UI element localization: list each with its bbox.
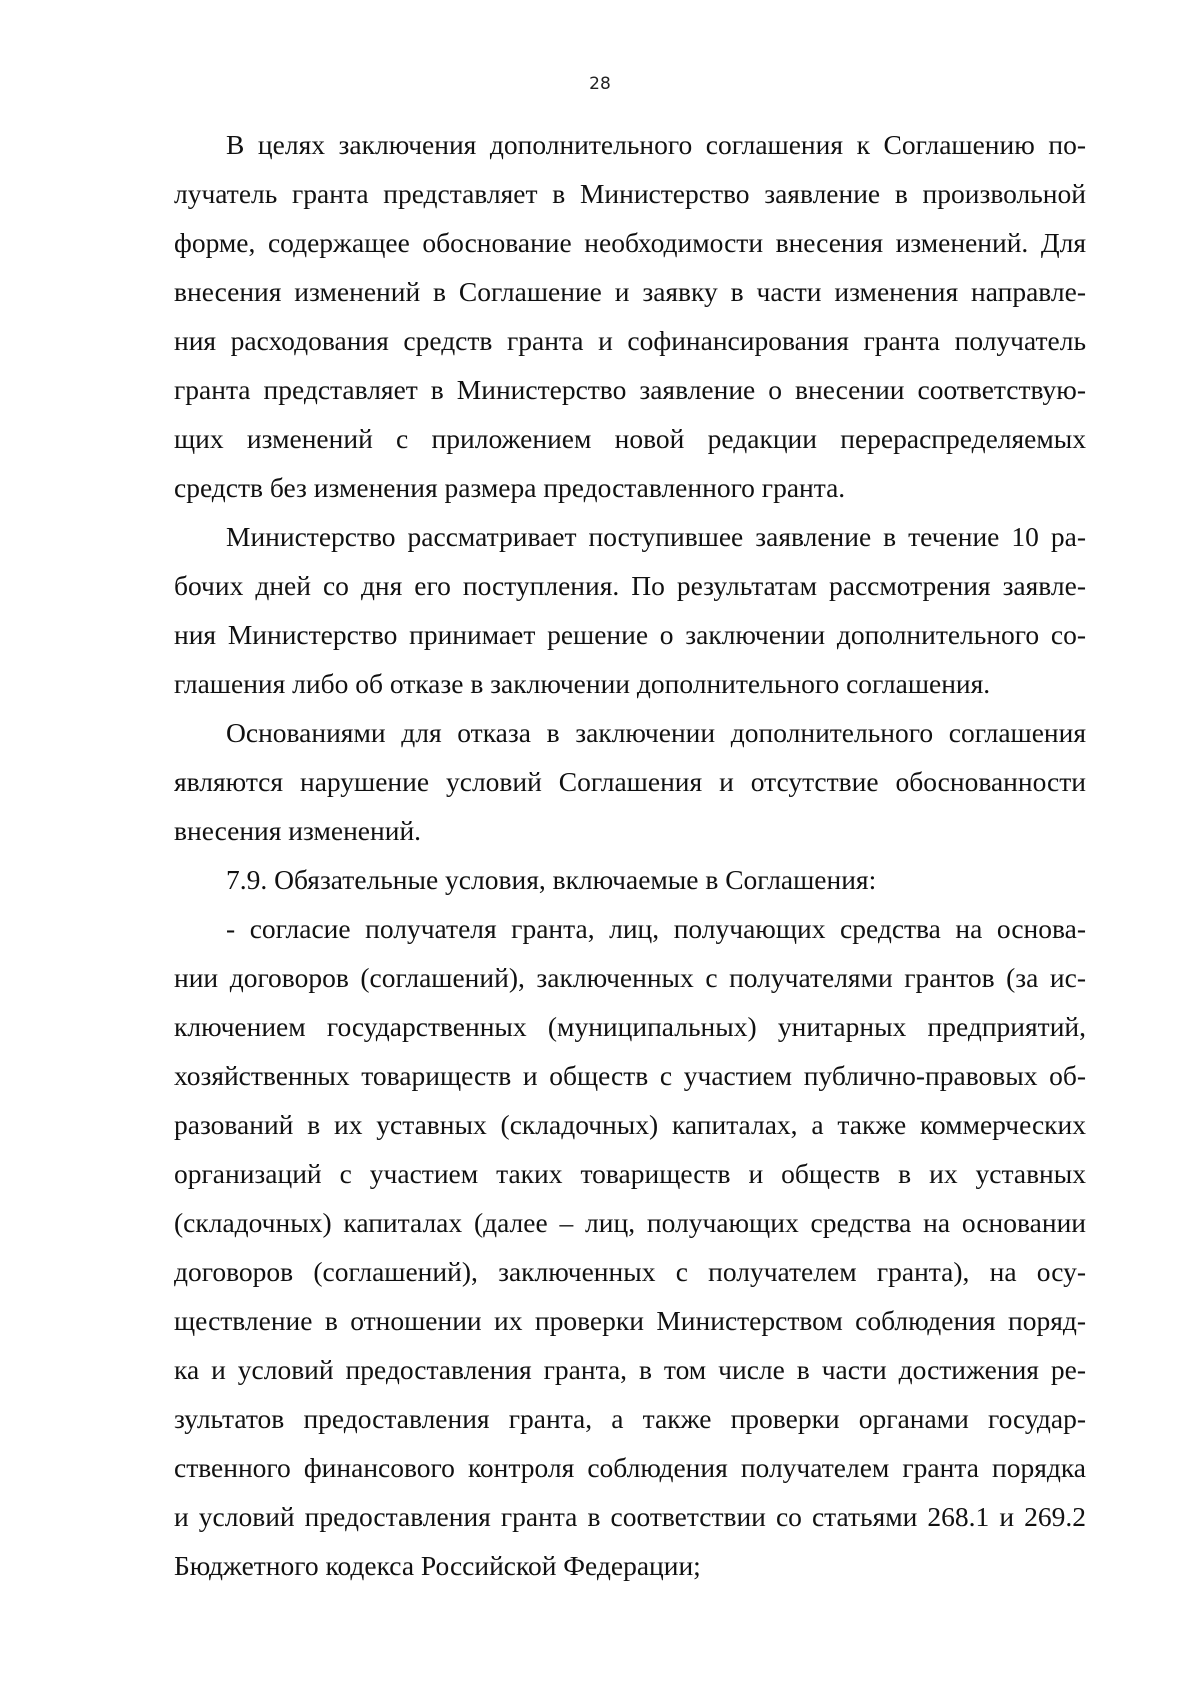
- text-line: и условий предоставления гранта в соответствии со статьями 268.1 и 269.2: [174, 1501, 1086, 1532]
- text-line: глашения либо об отказе в заключении дополнительного соглашения.: [174, 668, 991, 699]
- text-line: разований в их уставных (складочных) капиталах, а также коммерческих: [174, 1109, 1086, 1140]
- paragraph-1: [174, 120, 1086, 512]
- page-number: 28: [589, 74, 611, 94]
- text-line: Основаниями для отказа в заключении дополнительного соглашения: [226, 717, 1086, 748]
- list-item-consent: [174, 904, 1086, 1590]
- paragraph-3: [174, 708, 1086, 855]
- text-line: организаций с участием таких товариществ и обществ в их уставных: [174, 1158, 1086, 1189]
- text-line: ния расходования средств гранта и софинансирования гранта получатель: [174, 325, 1086, 356]
- text-line: ния Министерство принимает решение о заключении дополнительного со-: [174, 619, 1086, 650]
- text-line: Бюджетного кодекса Российской Федерации;: [174, 1550, 701, 1581]
- document-body: [174, 120, 1086, 1590]
- text-line: лучатель гранта представляет в Министерство заявление в произвольной: [174, 178, 1086, 209]
- text-line: являются нарушение условий Соглашения и отсутствие обоснованности: [174, 766, 1086, 797]
- text-line: внесения изменений.: [174, 815, 422, 846]
- text-line: бочих дней со дня его поступления. По результатам рассмотрения заявле-: [174, 570, 1086, 601]
- text-line: зультатов предоставления гранта, а также проверки органами государ-: [174, 1403, 1086, 1434]
- text-line: ка и условий предоставления гранта, в том числе в части достижения ре-: [174, 1354, 1086, 1385]
- section-heading-7-9: [174, 855, 1086, 904]
- text-line: Министерство рассматривает поступившее заявление в течение 10 ра-: [226, 521, 1086, 552]
- text-line: щих изменений с приложением новой редакции перераспределяемых: [174, 423, 1086, 454]
- text-line: (складочных) капиталах (далее – лиц, получающих средства на основании: [174, 1207, 1086, 1238]
- text-line: средств без изменения размера предоставленного гранта.: [174, 472, 846, 503]
- text-line: гранта представляет в Министерство заявление о внесении соответствую-: [174, 374, 1086, 405]
- text-line: договоров (соглашений), заключенных с получателем гранта), на осу-: [174, 1256, 1086, 1287]
- text-line: 7.9. Обязательные условия, включаемые в Соглашения:: [226, 864, 877, 895]
- text-line: - согласие получателя гранта, лиц, получающих средства на основа-: [226, 913, 1086, 944]
- text-line: ключением государственных (муниципальных) унитарных предприятий,: [174, 1011, 1086, 1042]
- text-line: хозяйственных товариществ и обществ с участием публично-правовых об-: [174, 1060, 1086, 1091]
- text-line: В целях заключения дополнительного соглашения к Соглашению по-: [226, 129, 1086, 160]
- text-line: ственного финансового контроля соблюдения получателем гранта порядка: [174, 1452, 1086, 1483]
- text-line: нии договоров (соглашений), заключенных с получателями грантов (за ис-: [174, 962, 1086, 993]
- text-line: внесения изменений в Соглашение и заявку в части изменения направле-: [174, 276, 1086, 307]
- paragraph-2: [174, 512, 1086, 708]
- text-line: форме, содержащее обоснование необходимости внесения изменений. Для: [174, 227, 1086, 258]
- text-line: ществление в отношении их проверки Министерством соблюдения поряд-: [174, 1305, 1086, 1336]
